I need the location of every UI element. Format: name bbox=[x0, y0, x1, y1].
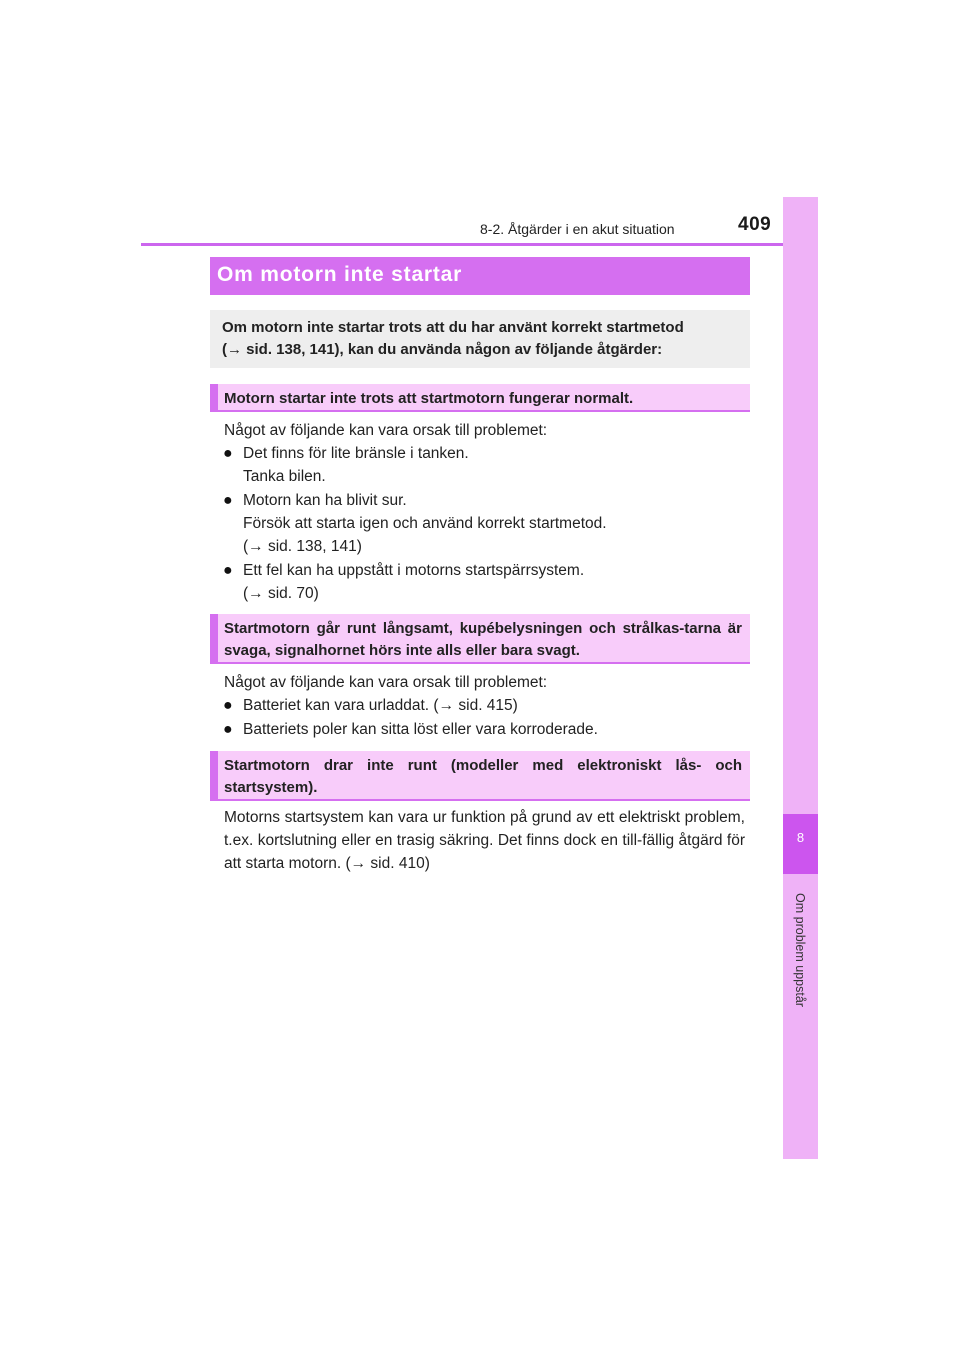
chapter-number: 8 bbox=[796, 830, 805, 845]
section-title: Om motorn inte startar bbox=[217, 263, 463, 286]
running-head: 8-2. Åtgärder i en akut situation bbox=[480, 221, 675, 237]
bullet-icon: ● bbox=[223, 697, 233, 714]
intro-line-2: (→ sid. 138, 141), kan du använda någon av följande åtgärder: bbox=[222, 341, 663, 358]
case-1-item-3-line-2: (→ sid. 70) bbox=[243, 585, 319, 602]
header-rule bbox=[141, 243, 818, 246]
intro-box bbox=[210, 310, 750, 368]
case-2-header: Startmotorn går runt långsamt, kupébelysningen och strålkas-tarna är svaga, signalhornet hörs inte alls eller bara svagt. bbox=[210, 614, 750, 664]
case-1-item-1-line-1: Det finns för lite bränsle i tanken. bbox=[243, 445, 469, 462]
case-2-item-1: Batteriet kan vara urladdat. (→ sid. 415) bbox=[243, 697, 518, 714]
case-1-item-1-line-2: Tanka bilen. bbox=[243, 468, 326, 485]
bullet-icon: ● bbox=[223, 492, 233, 509]
page-number: 409 bbox=[738, 214, 772, 235]
chapter-side-tab bbox=[783, 197, 818, 1159]
case-1-item-2-line-1: Motorn kan ha blivit sur. bbox=[243, 492, 407, 509]
case-3-header: Startmotorn drar inte runt (modeller med elektroniskt lås- och startsystem). bbox=[210, 751, 750, 801]
case-1-item-2-line-2: Försök att starta igen och använd korrekt startmetod. bbox=[243, 515, 607, 532]
case-1-item-3-line-1: Ett fel kan ha uppstått i motorns startspärrsystem. bbox=[243, 562, 585, 579]
bullet-icon: ● bbox=[223, 721, 233, 738]
case-3-body: Motorns startsystem kan vara ur funktion på grund av ett elektriskt problem, t.ex. kortslutning eller en trasig säkring. Det finns dock en till-fällig åtgärd för att starta motorn. (→ sid. 410) bbox=[224, 809, 745, 872]
bullet-icon: ● bbox=[223, 562, 233, 579]
case-1-lead: Något av följande kan vara orsak till problemet: bbox=[224, 422, 548, 439]
case-2-lead: Något av följande kan vara orsak till problemet: bbox=[224, 674, 548, 691]
case-2-item-2: Batteriets poler kan sitta löst eller vara korroderade. bbox=[243, 721, 598, 738]
chapter-label: Om problem uppstår bbox=[793, 893, 807, 1007]
intro-line-1: Om motorn inte startar trots att du har använt korrekt startmetod bbox=[222, 319, 684, 336]
bullet-icon: ● bbox=[223, 445, 233, 462]
case-1-header: Motorn startar inte trots att startmotorn fungerar normalt. bbox=[210, 384, 750, 412]
case-1-item-2-line-3: (→ sid. 138, 141) bbox=[243, 538, 362, 555]
